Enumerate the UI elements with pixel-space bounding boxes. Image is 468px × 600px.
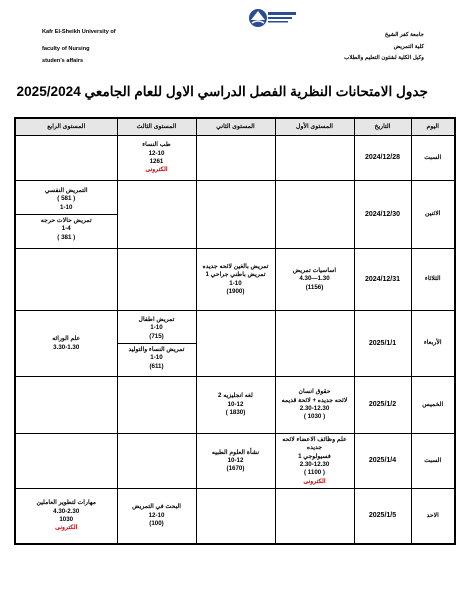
exam-detail: 4.30—1.30 xyxy=(299,275,330,283)
exam-entry xyxy=(118,343,196,373)
exam-detail: 10-12 xyxy=(227,400,244,408)
exam-entry xyxy=(16,185,117,214)
exam-subject: حقوق انسان xyxy=(298,388,331,396)
level-3-cell xyxy=(117,181,196,249)
level-1-cell xyxy=(275,377,354,434)
exam-entry xyxy=(16,497,117,534)
level-2-cell xyxy=(196,136,275,181)
date-cell: 2025/1/4 xyxy=(354,434,411,489)
col-header-level-1: المستوى الأول xyxy=(275,118,354,136)
ar-faculty-name: كلية التمريض xyxy=(393,44,424,50)
level-1-cell xyxy=(275,311,354,377)
exam-detail: (715) xyxy=(149,332,164,340)
table-row xyxy=(15,249,455,311)
level-4-cell xyxy=(15,311,117,377)
exam-detail: (1156) xyxy=(305,283,324,291)
exam-entry xyxy=(16,214,117,244)
exam-entry xyxy=(118,314,196,343)
electronic-exam-label: الكترونى xyxy=(145,166,168,174)
date-cell: 2024/12/31 xyxy=(354,249,411,311)
col-header-level-4: المستوى الرابع xyxy=(15,118,117,136)
col-header-date: التاريخ xyxy=(354,118,411,136)
exam-detail: 12-10 xyxy=(148,149,165,157)
exam-detail: (1670) xyxy=(226,465,245,473)
level-4-cell xyxy=(15,136,117,181)
table-row xyxy=(15,434,455,489)
exam-entry xyxy=(197,447,275,476)
exam-detail: ( 581 ) xyxy=(57,195,76,203)
exam-subject: تمريض بالغين لائحه جديده xyxy=(202,262,269,270)
level-1-cell xyxy=(275,249,354,311)
day-cell: الاحد xyxy=(411,489,455,544)
level-1-cell xyxy=(275,136,354,181)
exam-schedule-table xyxy=(14,117,456,545)
level-1-cell xyxy=(275,489,354,544)
exam-entry xyxy=(118,501,196,530)
date-cell: 2025/1/5 xyxy=(354,489,411,544)
exam-detail: (100) xyxy=(149,520,164,528)
exam-entry xyxy=(197,261,275,298)
exam-entry xyxy=(16,333,117,354)
exam-detail: 1-4 xyxy=(61,225,71,233)
exam-subject: تمريض اطفال xyxy=(138,315,175,323)
exam-subject: طب النساء xyxy=(142,141,171,149)
exam-detail: ( 1030 ) xyxy=(303,413,326,421)
table-header-row xyxy=(15,118,455,136)
exam-detail: 1-10 xyxy=(150,354,163,362)
date-cell: 2024/12/28 xyxy=(354,136,411,181)
level-2-cell xyxy=(196,181,275,249)
level-4-cell xyxy=(15,489,117,544)
ar-vice-dean: وكيل الكلية لشئون التعليم والطلاب xyxy=(344,55,424,61)
day-cell: الأربعاء xyxy=(411,311,455,377)
exam-entry xyxy=(276,265,354,294)
exam-entry xyxy=(118,139,196,176)
exam-subject: علم الوراثه xyxy=(52,335,81,343)
exam-detail: 1261 xyxy=(149,158,164,165)
exam-detail: ( 1830) xyxy=(225,409,246,417)
day-cell: الثلاثاء xyxy=(411,249,455,311)
exam-detail: 12-10 xyxy=(148,511,165,519)
level-1-cell xyxy=(275,434,354,489)
level-4-cell xyxy=(15,377,117,434)
exam-subject: التمريض النفسي xyxy=(44,186,88,194)
table-row xyxy=(15,181,455,249)
level-3-cell xyxy=(117,434,196,489)
col-header-level-2: المستوى الثاني xyxy=(196,118,275,136)
exam-subject: اساسيات تمريض xyxy=(292,266,337,274)
day-cell: الاثنين xyxy=(411,181,455,249)
level-4-cell xyxy=(15,181,117,249)
exam-detail: (1900) xyxy=(226,287,245,295)
university-logo xyxy=(240,4,300,34)
electronic-exam-label: الكترونى xyxy=(303,477,326,485)
exam-detail: 2.30-12.30 xyxy=(299,461,330,469)
table-row xyxy=(15,136,455,181)
table-row xyxy=(15,489,455,544)
exam-entry xyxy=(276,434,354,488)
date-cell: 2025/1/2 xyxy=(354,377,411,434)
exam-detail: ( 1100 ) xyxy=(304,469,325,477)
exam-subject: تمريض النساء والتوليد xyxy=(128,346,185,353)
exam-detail: 1-10 xyxy=(150,324,163,332)
exam-entry xyxy=(276,386,354,423)
exam-detail: فسيولوجي 1 xyxy=(298,452,331,460)
exam-detail: لائحه جديده + لائحة قديمه xyxy=(281,396,348,404)
day-cell: الخميس xyxy=(411,377,455,434)
exam-subject: البحث في التمريض xyxy=(132,503,181,511)
day-cell: السبت xyxy=(411,136,455,181)
table-row xyxy=(15,377,455,434)
level-3-cell xyxy=(117,249,196,311)
level-2-cell xyxy=(196,249,275,311)
level-1-cell xyxy=(275,181,354,249)
level-4-cell xyxy=(15,249,117,311)
electronic-exam-label: الكترونى xyxy=(55,524,78,532)
table-row xyxy=(15,311,455,377)
exam-detail: 2.30-12.30 xyxy=(299,405,330,412)
level-3-cell xyxy=(117,489,196,544)
exam-subject: نشأة العلوم الطبيه xyxy=(211,448,260,456)
page-title: جدول الامتحانات النظرية الفصل الدراسي الاول للعام الجامعي 2025/2024 xyxy=(16,84,428,99)
exam-detail: تمريض باطني جراحي 1 xyxy=(205,271,266,279)
exam-detail: 1-10 xyxy=(229,279,242,287)
level-2-cell xyxy=(196,377,275,434)
ar-university-name: جامعة كفر الشيخ xyxy=(384,32,424,38)
col-header-level-3: المستوى الثالث xyxy=(117,118,196,136)
exam-entry xyxy=(197,390,275,419)
col-header-day: اليوم xyxy=(411,118,455,136)
level-2-cell xyxy=(196,489,275,544)
exam-subject: لغه انجليزيه 2 xyxy=(218,392,253,400)
level-3-cell xyxy=(117,311,196,377)
exam-detail: ( 381 ) xyxy=(57,233,76,241)
level-4-cell xyxy=(15,434,117,489)
level-2-cell xyxy=(196,311,275,377)
exam-subject: علم وظائف الاعضاء لائحه جديده xyxy=(282,436,347,452)
level-3-cell xyxy=(117,136,196,181)
level-2-cell xyxy=(196,434,275,489)
day-cell: السبت xyxy=(411,434,455,489)
exam-detail: 1030 xyxy=(59,515,74,523)
date-cell: 2024/12/30 xyxy=(354,181,411,249)
exam-detail: 4.30-2.30 xyxy=(53,507,80,515)
exam-detail: 10-12 xyxy=(227,456,244,464)
faculty-name: faculty of Nursing xyxy=(42,46,90,52)
university-name: Kafr El-Sheikh University of xyxy=(42,29,116,35)
exam-subject: تمريض حالات حرجه xyxy=(40,217,92,224)
exam-subject: مهارات لتطوير العاملين xyxy=(36,499,97,507)
affairs-name: studen's affairs xyxy=(42,58,84,64)
exam-detail: 1-10 xyxy=(60,203,73,211)
level-3-cell xyxy=(117,377,196,434)
exam-detail: (611) xyxy=(149,362,164,370)
date-cell: 2025/1/1 xyxy=(354,311,411,377)
exam-detail: 3.30-1.30 xyxy=(53,343,80,351)
